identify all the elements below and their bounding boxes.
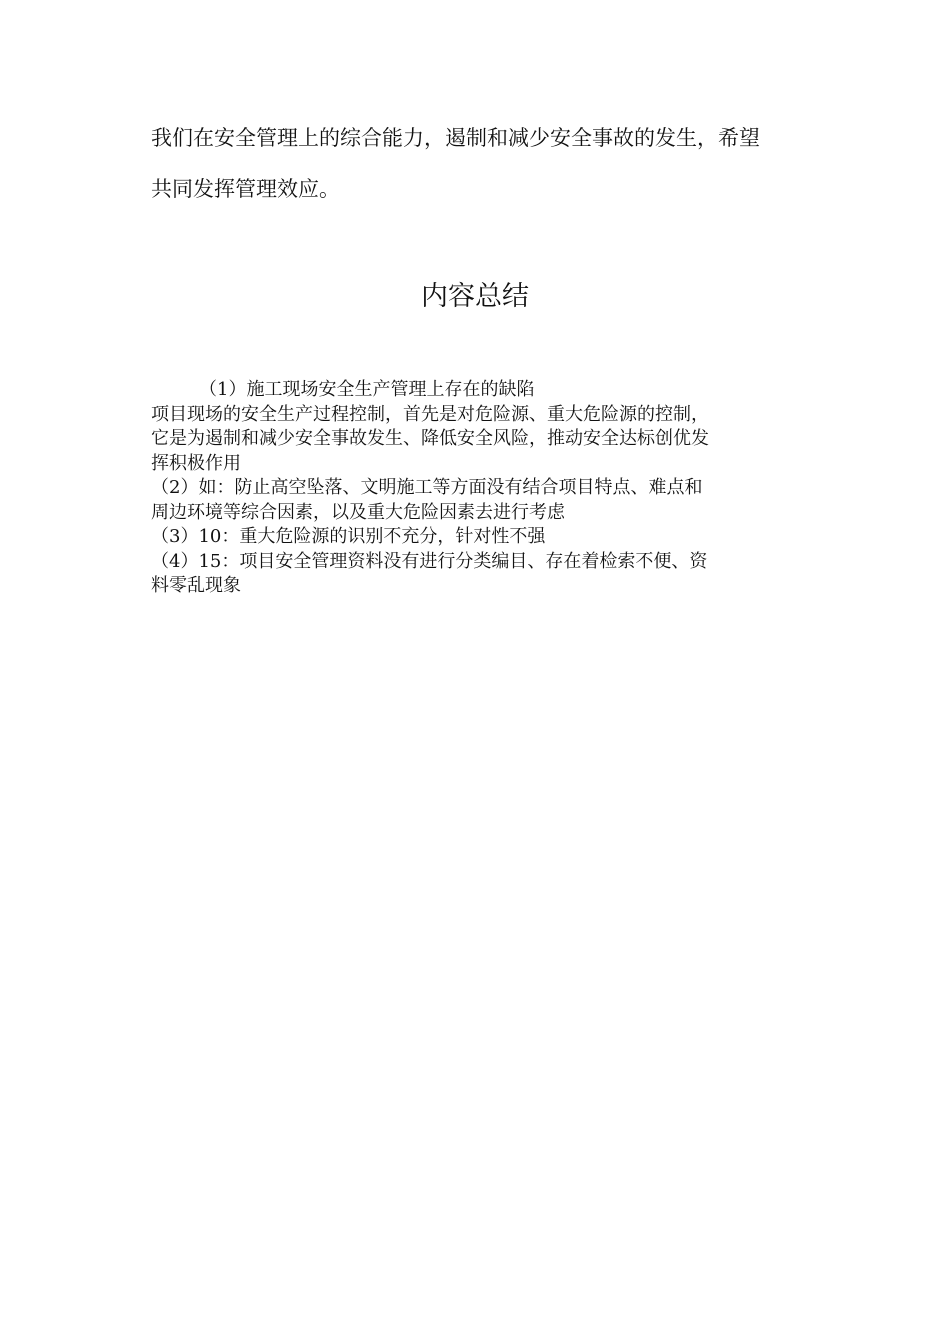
summary-line: 挥积极作用 [151, 452, 241, 474]
summary-line: （2）如：防止高空坠落、文明施工等方面没有结合项目特点、难点和 [151, 477, 703, 498]
summary-line: 料零乱现象 [151, 575, 241, 596]
summary-line: 周边环境等综合因素，以及重大危险因素去进行考虑 [151, 501, 565, 523]
intro-text-line-2: 共同发挥管理效应。 [151, 177, 340, 201]
summary-line: （4）15：项目安全管理资料没有进行分类编目、存在着检索不便、资 [151, 550, 708, 572]
summary-line: （3）10：重大危险源的识别不充分，针对性不强 [151, 526, 546, 547]
intro-text-line-1: 我们在安全管理上的综合能力，遏制和减少安全事故的发生，希望 [151, 126, 760, 150]
section-title: 内容总结 [421, 281, 529, 312]
summary-line: 项目现场的安全生产过程控制，首先是对危险源、重大危险源的控制， [151, 403, 709, 425]
summary-body [151, 378, 801, 599]
summary-line: （1）施工现场安全生产管理上存在的缺陷 [199, 379, 535, 400]
summary-line: 它是为遏制和减少安全事故发生、降低安全风险，推动安全达标创优发 [151, 428, 709, 449]
